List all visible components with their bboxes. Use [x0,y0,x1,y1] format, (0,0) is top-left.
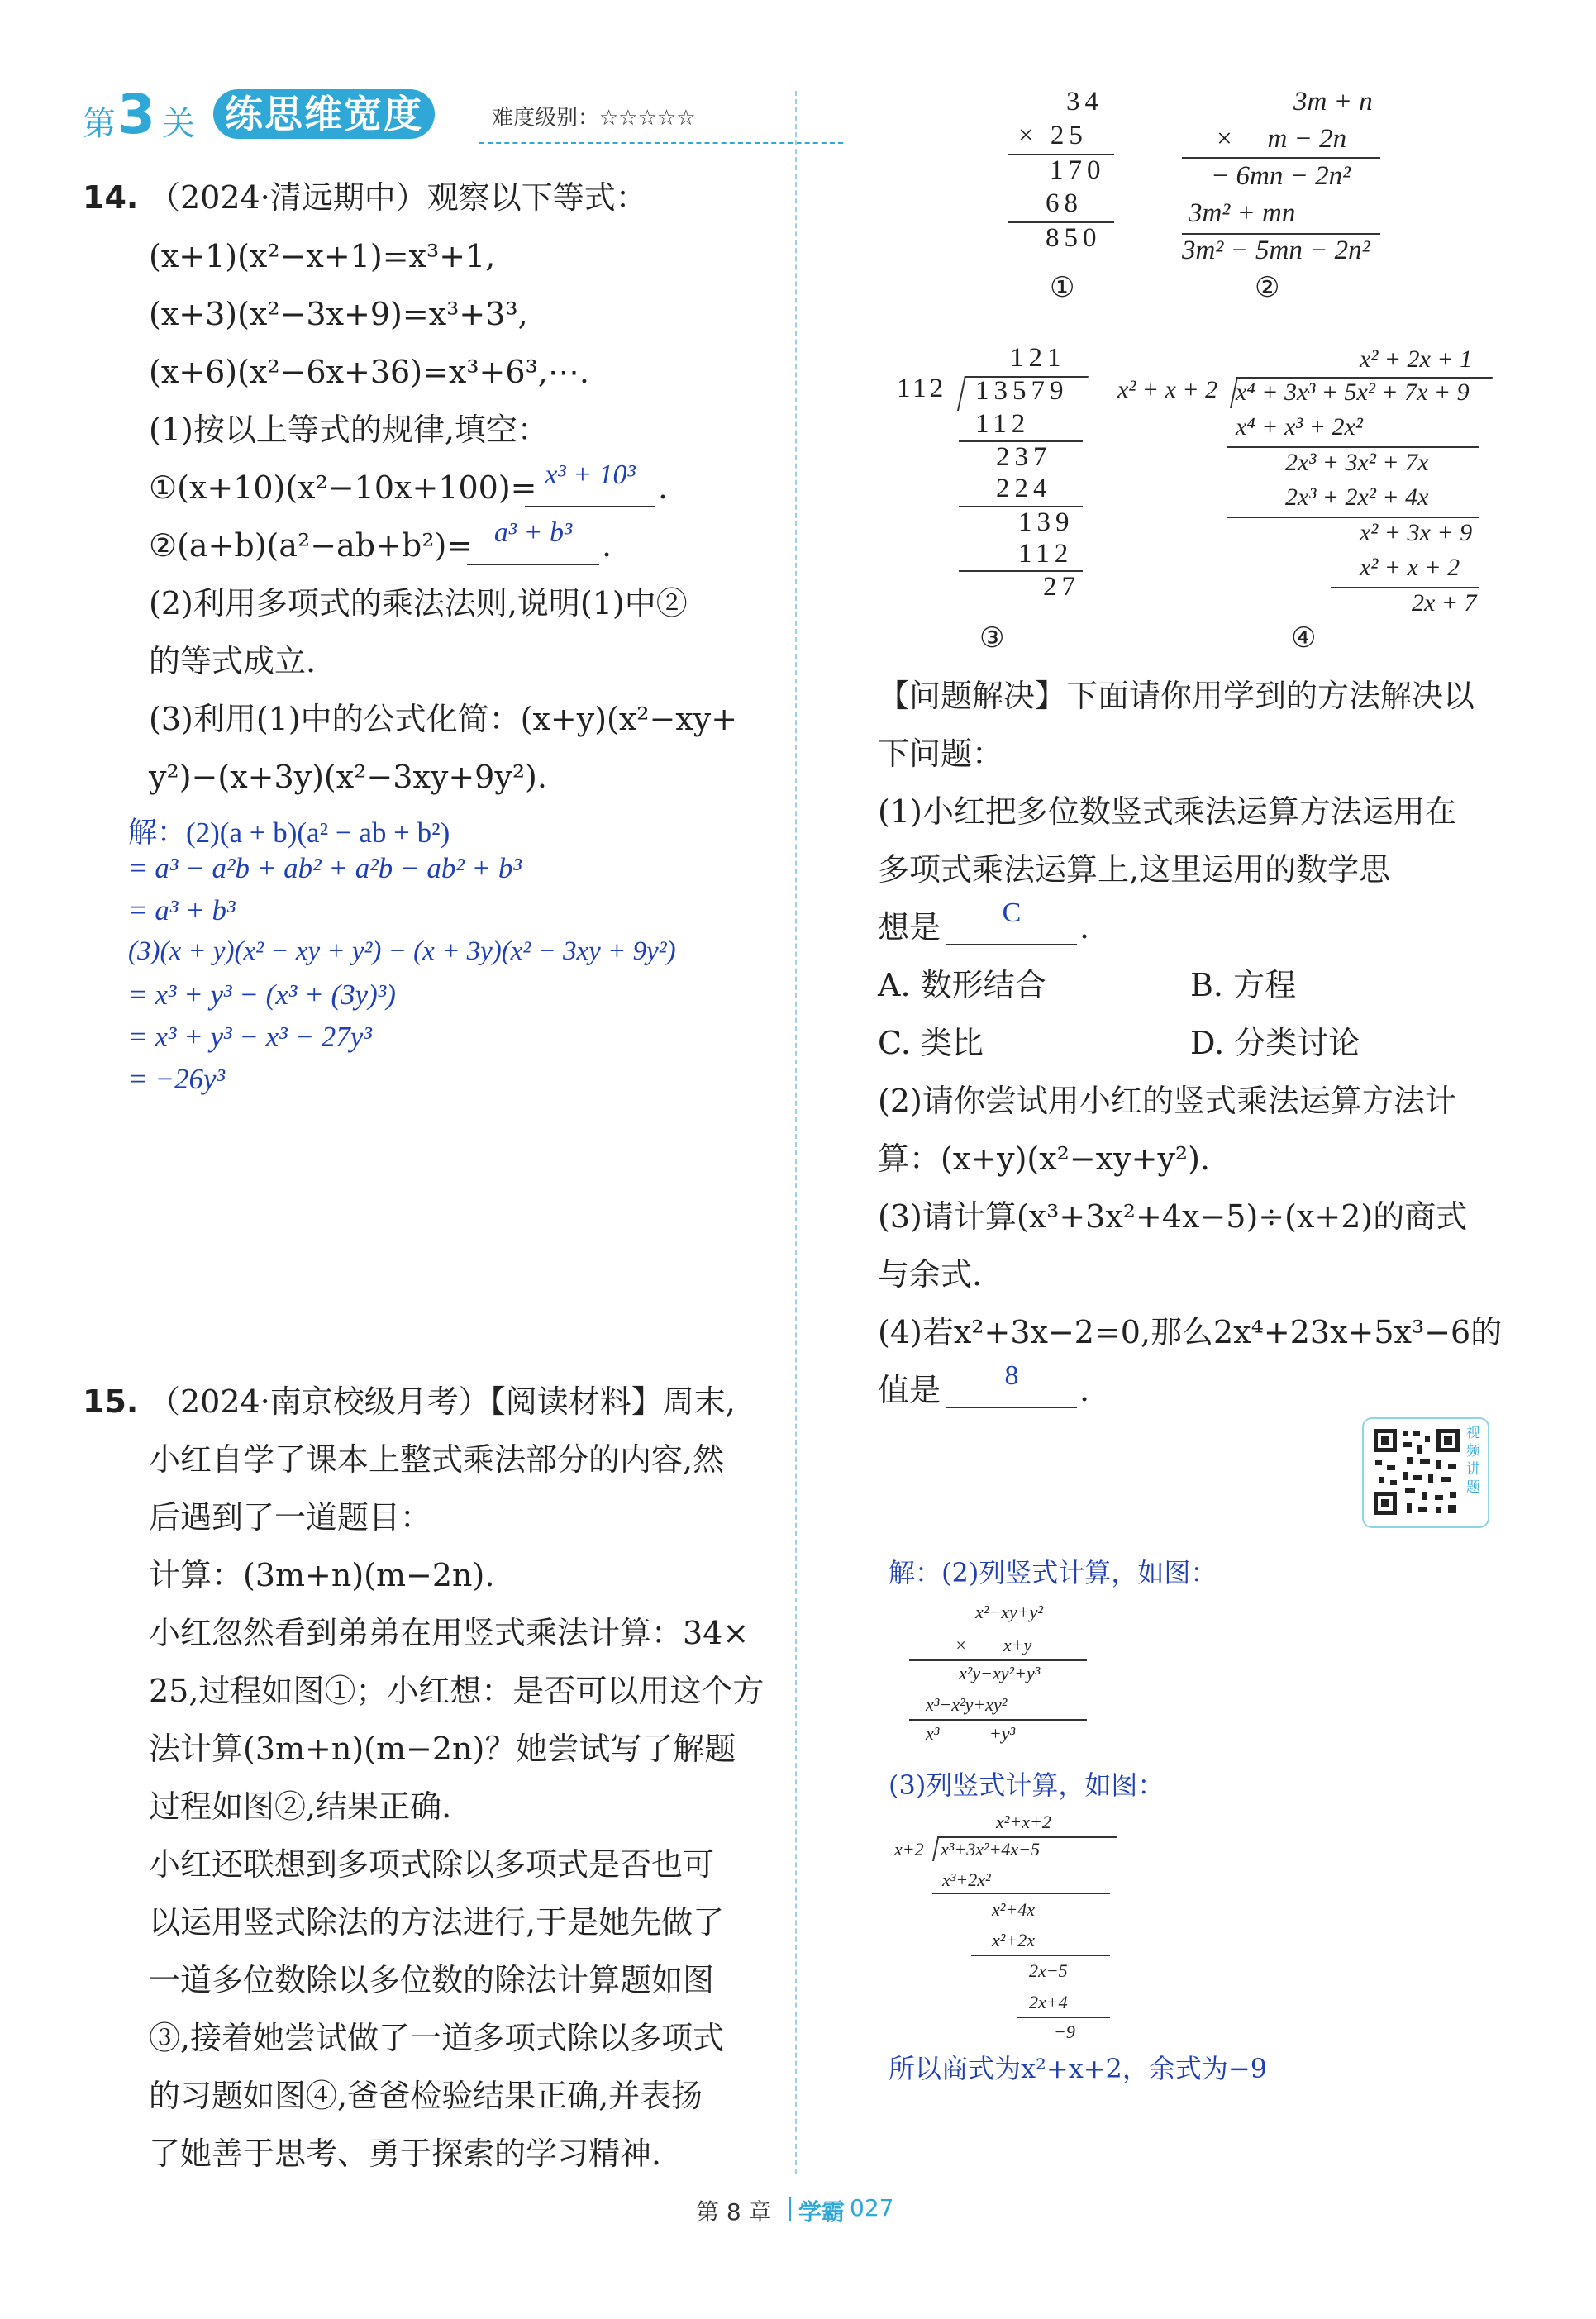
q14-eq3: (x+6)(x²−6x+36)=x³+6³,⋯. [149,354,589,390]
q14-part3-line1: (3)利用(1)中的公式化简：(x+y)(x²−xy+ [149,701,738,737]
difficulty-label: 难度级别：☆☆☆☆☆ [492,106,696,131]
fig1-row: × 25 [1018,121,1088,150]
header-number: 3 [117,83,155,146]
solution2-title: 解：(2)列竖式计算，如图： [889,1557,1217,1588]
fig2-row: 3m² + mn [1189,198,1296,228]
solution2-rule [909,1719,1087,1721]
q15-line: 25,过程如图①；小红想：是否可以用这个方 [149,1673,765,1709]
problem-intro: 【问题解决】下面请你用学到的方法解决以 [878,678,1475,714]
q15-line: 一道多位数除以多位数的除法计算题如图 [149,1962,715,1998]
q14-blank2-answer: a³ + b³ [493,517,573,548]
fig4-step: x⁴ + x³ + 2x² [1236,413,1363,440]
footer-page: 027 [850,2194,894,2221]
fig3-step: 224 [996,474,1052,503]
solution2-row: x³ +y³ [926,1723,1016,1744]
fig2-row: × m − 2n [1215,124,1347,154]
solution3-step: x²+4x [992,1899,1035,1920]
fig2-row: 3m² − 5mn − 2n² [1182,236,1370,265]
solution2-row: x²−xy+y² [975,1602,1043,1622]
part1-period: . [1079,909,1090,945]
q15-line: 小红还联想到多项式除以多项式是否也可 [149,1846,715,1883]
column-divider [795,91,797,2174]
q14-blank1[interactable] [525,456,655,507]
solution2-rule [909,1659,1087,1661]
problem-part2: 算：(x+y)(x²−xy+y²). [878,1140,1211,1177]
fig2-rule [1182,233,1380,235]
q15-number: 15. [83,1383,139,1420]
fig1-row: 170 [1050,155,1106,185]
q14-solution-line: = x³ + y³ − x³ − 27y³ [128,1021,372,1053]
fig2-label: ② [1255,273,1280,303]
fig4-rule [1227,446,1479,448]
q14-solution-line: = x³ + y³ − (x³ + (3y)³) [128,979,396,1011]
header-title: 练思维宽度 [213,89,435,139]
fig4-step: x² + 3x + 9 [1360,519,1473,546]
qr-code-box[interactable] [1362,1417,1489,1528]
fig4-quotient: x² + 2x + 1 [1360,345,1473,373]
fig4-divisor: x² + x + 2 [1117,376,1218,403]
fig4-dividend: x⁴ + 3x³ + 5x² + 7x + 9 [1236,379,1470,406]
fig1-row: 34 [1066,87,1103,117]
fig3-quotient: 121 [1010,343,1066,373]
header-underline [479,142,843,144]
footer-chapter: 第 8 章 [696,2198,772,2226]
q15-line: 法计算(3m+n)(m−2n)？她尝试写了解题 [149,1731,736,1767]
problem-part1: 多项式乘法运算上,这里运用的数学思 [878,851,1391,888]
fig3-step: 139 [1018,507,1074,537]
q15-line: 小红忽然看到弟弟在用竖式乘法计算：34× [149,1615,750,1651]
option-c[interactable]: C. 类比 [878,1025,984,1061]
fig2-row: − 6mn − 2n² [1211,161,1351,191]
q14-solution-line: = −26y³ [128,1063,226,1095]
header-prefix: 第 [83,105,116,143]
part1-answer-blank[interactable] [946,896,1077,945]
option-d[interactable]: D. 分类讨论 [1190,1025,1360,1061]
solution3-step: 2x+4 [1029,1992,1068,2012]
q15-line: ③,接着她尝试做了一道多项式除以多项式 [149,2020,725,2056]
part4-answer: 8 [1004,1360,1019,1391]
option-a[interactable]: A. 数形结合 [878,967,1046,1003]
solution3-rule [971,1955,1110,1956]
fig3-dividend: 13579 [975,376,1069,406]
q14-blank2-period: . [602,527,612,564]
fig3-step: 112 [975,409,1031,439]
q14-part2-line2: 的等式成立. [149,643,317,679]
q14-part3-line2: y²)−(x+3y)(x²−3xy+9y²). [149,759,547,795]
part1-answer: C [1002,898,1022,928]
fig3-step: 237 [996,442,1052,472]
solution3-step: 2x−5 [1029,1960,1068,1981]
q15-line: （2024·南京校级月考）【阅读材料】周末, [149,1383,736,1420]
q14-blank2-prefix: ②(a+b)(a²−ab+b²)= [149,527,474,564]
q15-line: 后遇到了一道题目： [149,1499,432,1536]
qr-code-icon [1370,1426,1463,1518]
fig4-rule [1227,517,1479,518]
solution3-step: x³+2x² [942,1869,991,1890]
fig3-step: 27 [1043,572,1080,602]
solution3-step: x²+2x [992,1930,1035,1950]
q15-line: 小红自学了课本上整式乘法部分的内容,然 [149,1441,725,1478]
q14-solution-line: = a³ + b³ [128,894,236,926]
qr-side-text: 视频讲题 [1466,1425,1480,1496]
fig1-label: ① [1050,273,1075,303]
q14-number: 14. [83,179,139,216]
q15-line: 计算：(3m+n)(m−2n). [149,1557,495,1593]
q14-solution-line: 解：(2)(a + b)(a² − ab + b²) [128,817,450,849]
fig3-divisor: 112 [897,374,947,403]
q14-blank1-answer: x³ + 10³ [545,460,636,490]
fig4-label: ④ [1291,623,1317,654]
problem-part4: (4)若x²+3x−2=0,那么2x⁴+23x+5x³−6的 [878,1314,1503,1350]
part4-answer-blank[interactable] [946,1359,1077,1408]
q14-part2-line1: (2)利用多项式的乘法法则,说明(1)中② [149,585,688,621]
solution3-dividend: x³+3x²+4x−5 [941,1839,1041,1859]
option-b[interactable]: B. 方程 [1190,967,1297,1003]
q15-line: 了她善于思考、勇于探索的学习精神. [149,2136,662,2172]
fig1-row: 68 [1046,188,1083,218]
problem-part2: (2)请你尝试用小红的竖式乘法运算方法计 [878,1083,1456,1119]
solution2-row: × x+y [955,1635,1032,1655]
q15-line: 过程如图②,结果正确. [149,1788,452,1825]
header-suffix: 关 [162,105,195,143]
q14-part1: (1)按以上等式的规律,填空： [149,412,549,448]
q15-line: 以运用竖式除法的方法进行,于是她先做了 [149,1904,725,1940]
fig2-row: 3m + n [1293,87,1373,117]
section-header [83,83,769,147]
fig4-step: 2x³ + 3x² + 7x [1285,449,1429,476]
fig2-rule [1182,157,1380,159]
problem-part1: (1)小红把多位数竖式乘法运算方法运用在 [878,793,1456,830]
q14-solution-line: (3)(x + y)(x² − xy + y²) − (x + 3y)(x² − 3xy + 9y²) [128,936,676,966]
fig1-row: 850 [1046,223,1102,253]
q14-blank1-period: . [658,469,669,506]
problem-part1: 想是 [878,909,941,945]
fig3-step: 112 [1018,539,1074,569]
fig3-label: ③ [979,623,1005,654]
problem-part3: (3)请计算(x³+3x²+4x−5)÷(x+2)的商式 [878,1198,1468,1235]
solution3-quotient: x²+x+2 [996,1812,1051,1832]
solution3-rule [1017,2017,1110,2018]
solution3-title: (3)列竖式计算，如图： [889,1769,1165,1801]
q15-line: 的习题如图④,爸爸检验结果正确,并表扬 [149,2078,703,2114]
problem-part4: 值是 [878,1372,941,1408]
q14-solution-line: = a³ − a²b + ab² + a²b − ab² + b³ [128,852,522,884]
fig4-step: 2x + 7 [1412,589,1477,617]
solution3-step: −9 [1054,2021,1075,2042]
q14-blank2[interactable] [467,514,599,565]
solution3-conclusion: 所以商式为x²+x+2，余式为−9 [889,2053,1268,2084]
problem-part3: 与余式. [878,1256,983,1293]
q14-eq2: (x+3)(x²−3x+9)=x³+3³, [149,296,528,332]
solution2-row: x³−x²y+xy² [926,1694,1008,1715]
problem-intro: 下问题： [878,736,1004,772]
solution3-divisor: x+2 [894,1839,924,1859]
part4-period: . [1079,1372,1090,1408]
fig4-rule [1331,587,1479,588]
fig4-step: x² + x + 2 [1360,554,1460,581]
solution3-rule [932,1893,1110,1894]
q14-source: （2024·清远期中）观察以下等式： [149,179,647,216]
q14-blank1-prefix: ①(x+10)(x²−10x+100)= [149,469,537,506]
fig4-step: 2x³ + 2x² + 4x [1285,483,1429,511]
footer-brand: 学霸 [798,2198,846,2226]
q14-eq1: (x+1)(x²−x+1)=x³+1, [149,238,496,274]
solution2-row: x²y−xy²+y³ [959,1663,1041,1683]
footer-separator [789,2197,791,2221]
